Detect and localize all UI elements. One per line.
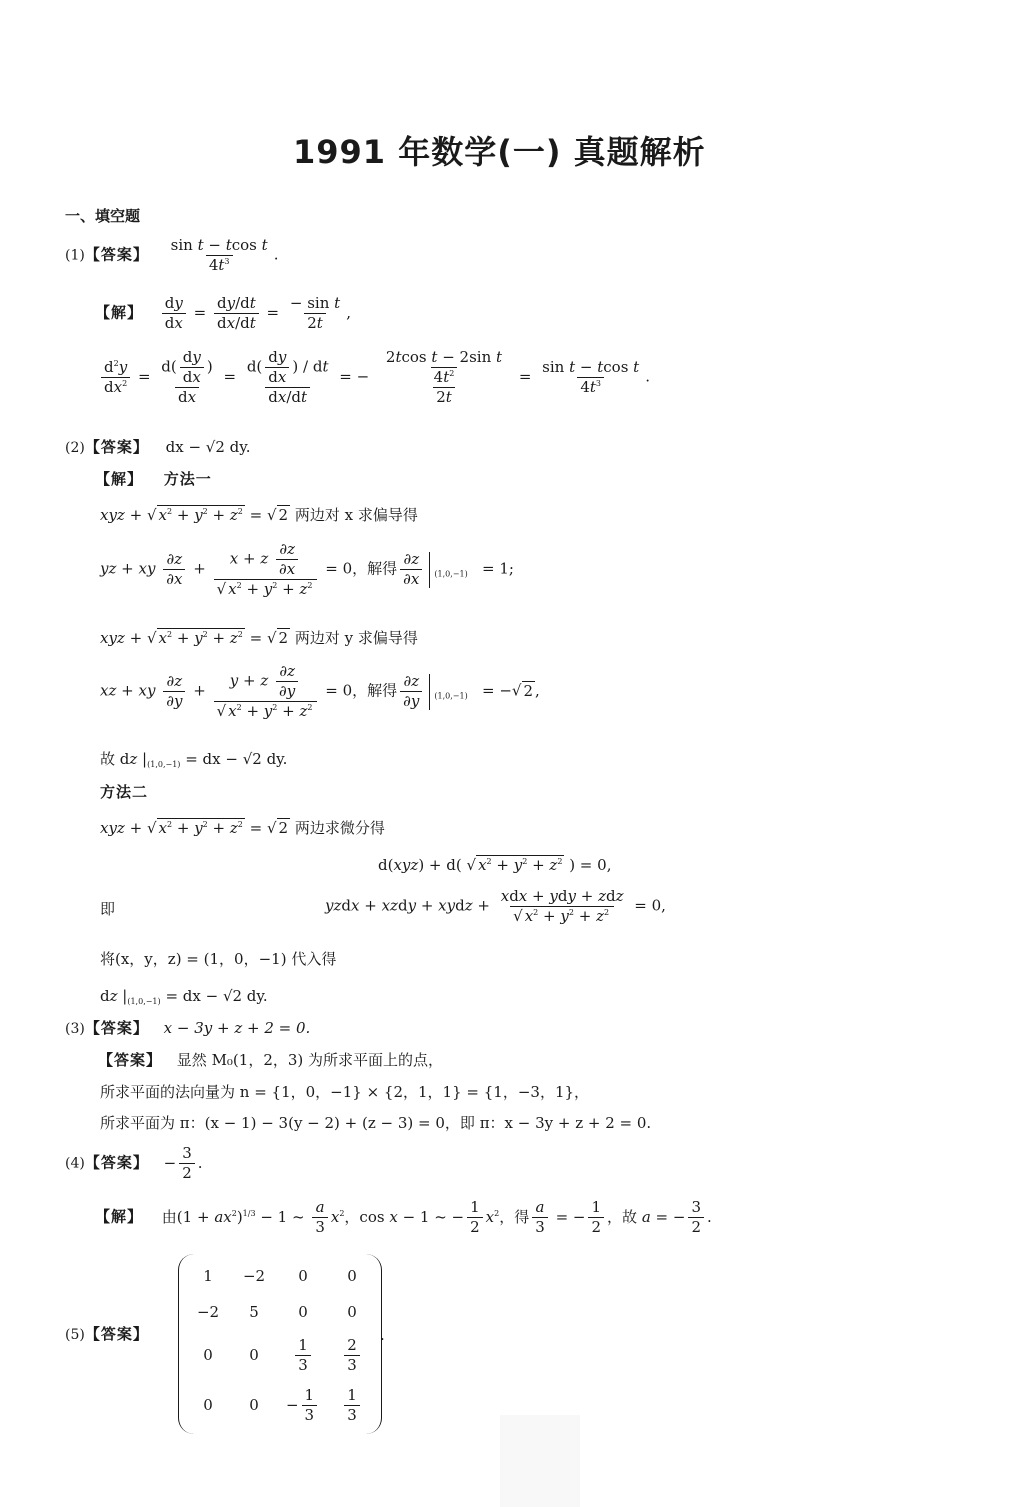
section-heading: 一、填空题 <box>65 207 141 225</box>
matrix-cell: 0 <box>203 1395 213 1414</box>
problem-number: (3) <box>65 1021 85 1037</box>
matrix-cell: 5 <box>249 1302 259 1321</box>
answer-label: 【答案】 <box>84 438 149 456</box>
answer-label: 【答案】 <box>84 1019 149 1037</box>
answer-label: 【答案】 <box>84 1153 149 1172</box>
problem-3-answer <box>65 1021 310 1036</box>
differential-line: d(xyz) + d( √ $x^2 + y^2 + z^2$ ) = 0, <box>378 856 612 874</box>
matrix-cell: −2 <box>242 1266 266 1285</box>
matrix-cell: $\frac{2}{3}$ <box>329 1330 375 1380</box>
problem-1-solution-line1: 【解】 $\frac{dy}{dx}$ = $\frac{dy/dt}{dx/dt}$ = $\frac{\text{− sin t}}{2t}$ , <box>95 294 351 332</box>
solution-label: 【解】 <box>95 1207 144 1226</box>
page-title: 1991 年数学(一) 真题解析 <box>293 133 706 171</box>
matrix-cell: −2 <box>196 1302 220 1321</box>
text-solve: ，解得 <box>352 559 398 578</box>
equation-line: xyz + √ $x^2 + y^2 + z^2$ = √ 2 两边求微分得 <box>100 819 385 837</box>
problem-number: (5) <box>65 1327 85 1343</box>
matrix-cell: 0 <box>347 1302 357 1321</box>
problem-1-solution-line2: $\frac{d^2y}{dx^2}$ = d( $\frac{dy}{dx}$ ) dx = d( $\frac{dy}{dx}$ ) / dt dx/dt = − $\frac{\frac{\text{2tcos t − 2sin t}}{4t^2}}{2t}$ = $\frac{\text{sin t − tcos t}}{4t^3}$ . <box>98 350 650 405</box>
problem-1-answer: (1)【答案】 $\frac{\text{sin t − tcos t}}{4t^3}$ . <box>65 236 279 274</box>
problem-3-answer-value: x − 3y + z + 2 = 0. <box>163 1019 311 1037</box>
answer-matrix <box>178 1254 382 1434</box>
matrix-cell: 0 <box>298 1266 308 1285</box>
method-one-label: 方法一 <box>163 470 212 488</box>
method-two-label: 方法二 <box>100 783 149 801</box>
matrix-cell: 0 <box>249 1345 259 1364</box>
solution-label: 【解】 <box>95 470 144 488</box>
total-differential-line: yzdx + xzdy + xydz + $\frac{\text{xdx + ydy + zdz}}{√ x^2 + y^2 + z^2}$ = 0, <box>325 887 666 925</box>
scan-shade <box>500 1415 580 1507</box>
problem-2-method-one-heading <box>95 472 212 487</box>
text-both-sides-y: 两边对 y 求偏导得 <box>294 629 418 647</box>
equation-line: xyz + √ $x^2 + y^2 + z^2$ = √ 2 两边对 x 求偏导得 <box>100 506 418 524</box>
problem-4-answer: (4)【答案】 − $\frac{3}{2}$ . <box>65 1144 203 1182</box>
problem-number: (4) <box>65 1155 85 1172</box>
partial-y-line: xz + xy $\frac{\partial z}{\partial y}$ + y + z $\frac{\partial z}{\partial y}$ √ $x^2 + y^2 + z^2$ = 0，解得 $\frac{\partial z}{\partial y}$ $_{(1,0,-1)}$ = −√ 2 , <box>100 662 540 720</box>
problem-3-normal-line: 所求平面的法向量为 n = {1，0，−1} × {2，1，1} = {1，−3，1}， <box>100 1083 590 1101</box>
dz-result-line: 故 dz $|_{(1,0,-1)}$ = dx − √2 dy. <box>100 750 288 769</box>
ji-label: 即 <box>100 900 116 918</box>
matrix-cell: 0 <box>298 1302 308 1321</box>
matrix-cell: − $\frac{1}{3}$ <box>277 1380 329 1430</box>
problem-5-label <box>65 1327 149 1342</box>
matrix-cell: 0 <box>347 1266 357 1285</box>
dz-result-line-2: dz $|_{(1,0,-1)}$ = dx − √2 dy. <box>100 987 268 1006</box>
matrix-cell: $\frac{1}{3}$ <box>329 1380 375 1430</box>
problem-2-answer <box>65 440 251 455</box>
matrix-cell: 0 <box>203 1345 213 1364</box>
equation-line: xyz + √ $x^2 + y^2 + z^2$ = √ 2 两边对 y 求偏导得 <box>100 629 418 647</box>
solution-label: 【解】 <box>95 303 144 322</box>
text-both-sides-x: 两边对 x 求偏导得 <box>294 506 418 524</box>
substitute-line: 将(x，y，z) = (1，0，−1) 代入得 <box>100 950 337 968</box>
matrix-cell: $\frac{1}{3}$ <box>277 1330 329 1380</box>
matrix-cell: 1 <box>203 1266 213 1285</box>
problem-number: (1) <box>65 247 85 264</box>
answer-label: 【答案】 <box>84 1325 149 1343</box>
matrix-cell: 0 <box>249 1395 259 1414</box>
problem-2-answer-value: dx − √2 dy. <box>165 438 251 456</box>
text-both-sides-diff: 两边求微分得 <box>294 819 385 837</box>
partial-x-line: yz + xy $\frac{\partial z}{\partial x}$ + x + z $\frac{\partial z}{\partial x}$ √ $x^2 + y^2 + z^2$ = 0，解得 $\frac{\partial z}{\partial x}$ $_{(1,0,-1)}$ = 1; <box>100 540 514 598</box>
matrix-period: . <box>380 1326 385 1344</box>
problem-3-point-line: 【答案】 显然 M₀(1，2，3) 为所求平面上的点， <box>98 1051 444 1069</box>
problem-number: (2) <box>65 440 85 456</box>
problem-4-solution: 【解】 由$(1 + ax^2)^{1/3} - 1$ ~ $\frac{a}{3}$ $x^2$，cos x − 1 ~ − $\frac{1}{2}$ $x^2$，得 $\frac{a}{3}$ = − $\frac{1}{2}$ ，故 a = − $\frac{3}{2}$ . <box>95 1198 712 1236</box>
problem-3-plane-line: 所求平面为 π：(x − 1) − 3(y − 2) + (z − 3) = 0，即 π：x − 3y + z + 2 = 0. <box>100 1114 652 1132</box>
answer-label: 【答案】 <box>84 245 149 264</box>
